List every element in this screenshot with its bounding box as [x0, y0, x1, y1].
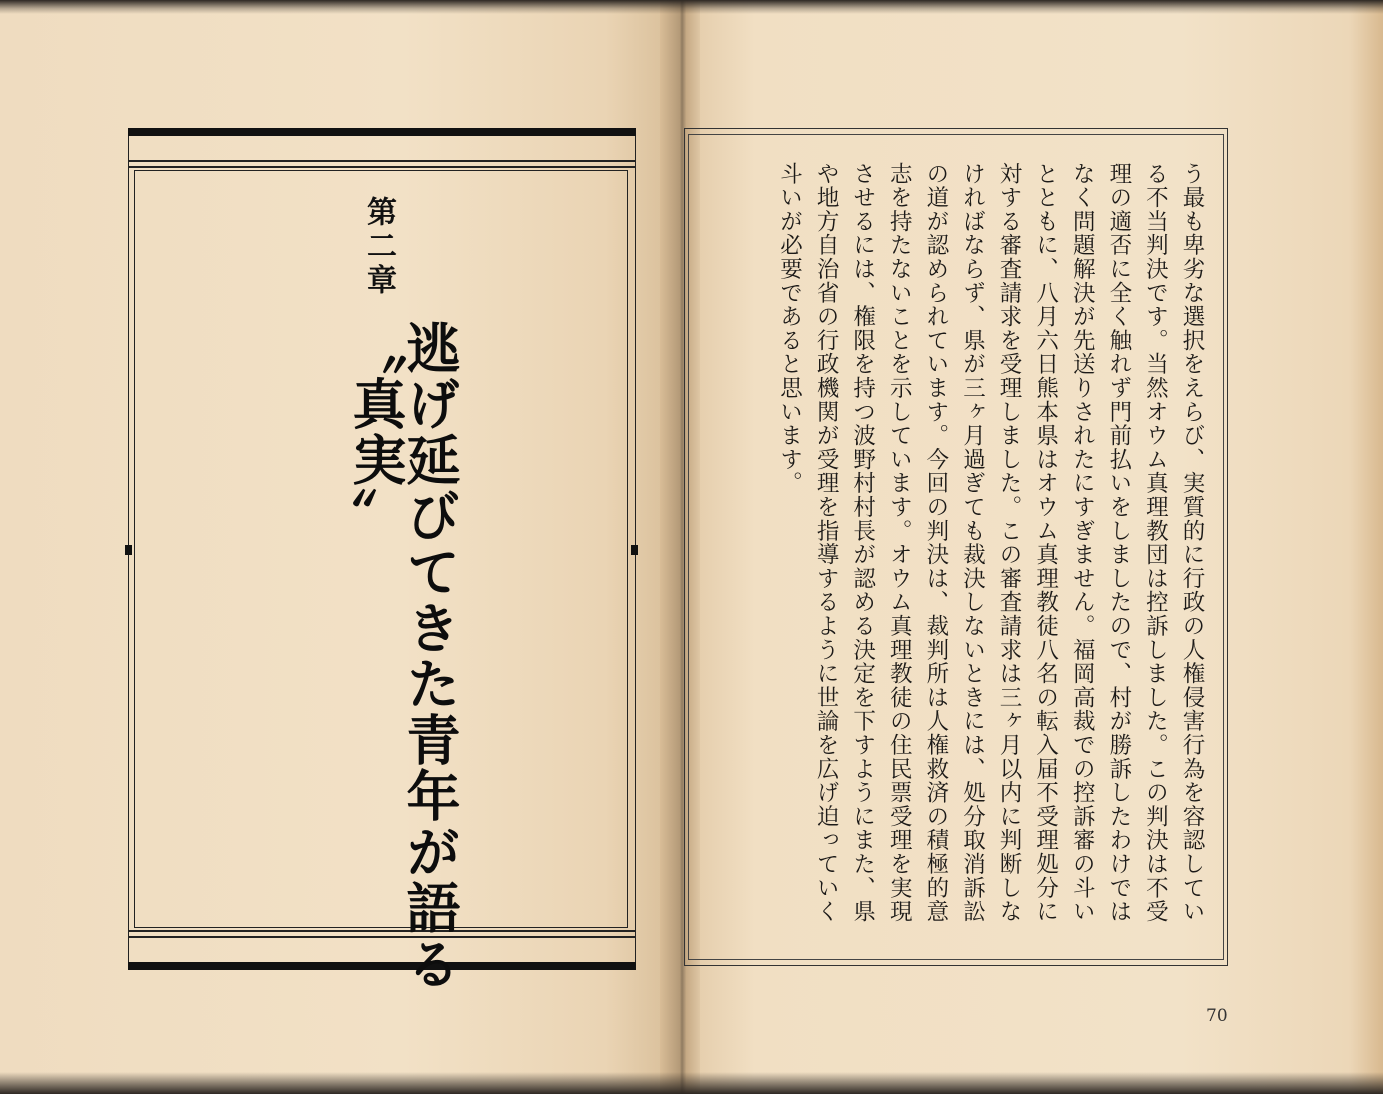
paragraph: う最も卑劣な選択をえらび、実質的に行政の人権侵害行為を容認している不当判決です。当然オウム真理教団は控訴しました。この判決は不受理の適否に全く触れず門前払いをしましたので、村が勝訴したわけではなく問題解決が先送りされたにすぎません。福岡高裁での控訴審の斗いとともに、八月六日熊本県はオウム真理教徒八名の転入届不受理処分に対する審査請求を受理しました。この審査請求は三ヶ月以内に判断しなければならず、県が三ヶ月過ぎても裁決しないときには、処分取消訴訟の道が認められています。今回の判決は、裁判所は人権救済の積極的意志を持たないことを示しています。オウム真理教徒の住民票受理を実現させるには、権限を持つ波野村村長が認める決定を下すようにまた、県や地方自治省の行政機関が受理を指導するように世論を広げ迫っていく斗いが必要であると思います。: [776, 162, 1205, 924]
frame-tick-left: [125, 545, 132, 555]
body-text: [776, 162, 1210, 942]
frame-top-bar: [128, 128, 636, 136]
frame-tick-right: [631, 545, 638, 555]
chapter-label: 第二章: [361, 196, 396, 298]
frame-top-rule-1: [128, 160, 636, 162]
page-number: 70: [1206, 1006, 1228, 1026]
top-edge-shadow: [0, 0, 1383, 14]
frame-top-rule-2: [128, 166, 636, 168]
bottom-edge-shadow: [0, 1072, 1383, 1094]
chapter-title: 逃げ延びてきた青年が語る〝真実〟: [344, 320, 461, 992]
